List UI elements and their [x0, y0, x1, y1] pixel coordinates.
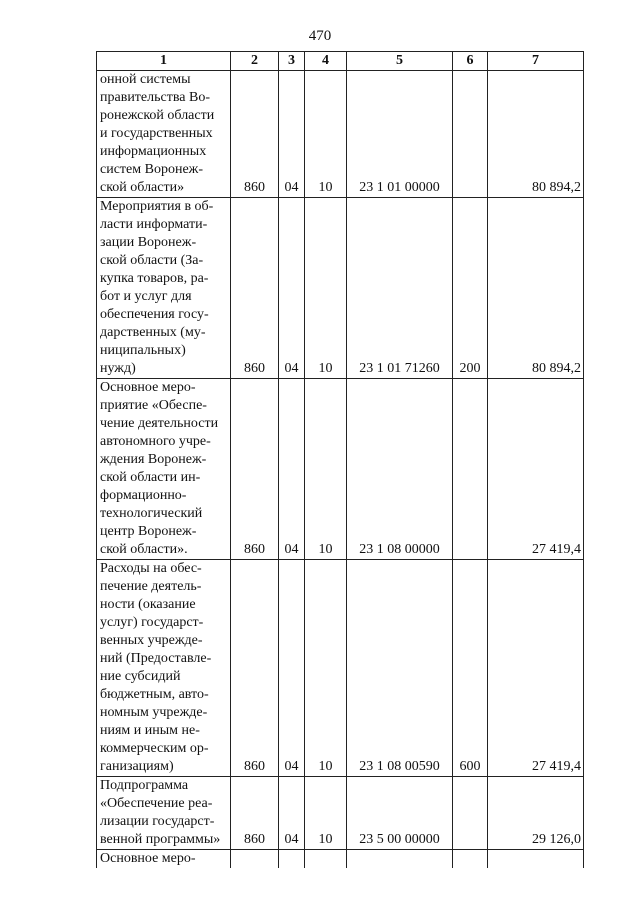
cell-empty	[231, 850, 279, 869]
description-line: ской области ин-	[100, 470, 201, 485]
cell-section: 04	[279, 71, 305, 198]
description-line: лизации государст-	[100, 814, 215, 829]
description-line: приятие «Обеспе-	[100, 398, 207, 413]
cell-expense-type: 600	[453, 560, 488, 777]
description-line: «Обеспечение реа-	[100, 796, 213, 811]
header-col-2: 2	[231, 52, 279, 71]
description-line: дарственных (му-	[100, 325, 206, 340]
cell-expense-type	[453, 71, 488, 198]
table-row	[97, 777, 584, 850]
cell-ministry-code: 860	[231, 198, 279, 379]
cell-empty	[279, 850, 305, 869]
description-line: обеспечения госу-	[100, 307, 209, 322]
description-line: ний (Предоставле-	[100, 651, 212, 666]
page-number: 470	[308, 28, 332, 44]
description-line: ганизациям)	[100, 759, 174, 774]
cell-ministry-code: 860	[231, 777, 279, 850]
cell-section: 04	[279, 198, 305, 379]
cell-section: 04	[279, 379, 305, 560]
description-line: ской области»	[100, 180, 185, 195]
description-line: венной программы»	[100, 832, 221, 847]
header-col-4: 4	[305, 52, 347, 71]
cell-expense-type	[453, 777, 488, 850]
cell-ministry-code: 860	[231, 71, 279, 198]
cell-description	[97, 379, 231, 560]
cell-subsection: 10	[305, 198, 347, 379]
header-col-1: 1	[97, 52, 231, 71]
cell-target-article: 23 1 01 71260	[347, 198, 453, 379]
cell-amount: 80 894,2	[488, 71, 584, 198]
cell-ministry-code: 860	[231, 379, 279, 560]
description-line: ской области».	[100, 542, 188, 557]
header-col-6: 6	[453, 52, 488, 71]
description-line: ской области (За-	[100, 253, 204, 268]
header-col-3: 3	[279, 52, 305, 71]
description-line: ронежской области	[100, 108, 215, 123]
table-row	[97, 71, 584, 198]
description-line: купка товаров, ра-	[100, 271, 209, 286]
description-line: систем Воронеж-	[100, 162, 203, 177]
budget-table	[96, 51, 584, 868]
description-line: ждения Воронеж-	[100, 452, 207, 467]
description-line: услуг) государст-	[100, 615, 204, 630]
description-line: центр Воронеж-	[100, 524, 197, 539]
description-line: бот и услуг для	[100, 289, 192, 304]
description-line: ниям и иным не-	[100, 723, 200, 738]
description-line: информационных	[100, 144, 207, 159]
description-line: венных учрежде-	[100, 633, 203, 648]
description-line: ниципальных)	[100, 343, 186, 358]
cell-description	[97, 198, 231, 379]
table-row	[97, 198, 584, 379]
description-line: коммерческим ор-	[100, 741, 209, 756]
cell-amount: 29 126,0	[488, 777, 584, 850]
cell-description: Основное меро-	[97, 850, 231, 869]
cell-description	[97, 777, 231, 850]
description-line: и государственных	[100, 126, 213, 141]
cell-subsection: 10	[305, 777, 347, 850]
description-line: зации Воронеж-	[100, 235, 197, 250]
description-line: ласти информати-	[100, 217, 208, 232]
table-row	[97, 379, 584, 560]
cell-amount: 27 419,4	[488, 379, 584, 560]
description-line: ности (оказание	[100, 597, 196, 612]
cell-target-article: 23 1 08 00590	[347, 560, 453, 777]
cell-amount: 27 419,4	[488, 560, 584, 777]
description-line: Расходы на обес-	[100, 561, 202, 576]
cell-expense-type	[453, 379, 488, 560]
cell-description	[97, 71, 231, 198]
header-row	[97, 52, 584, 71]
description-line: бюджетным, авто-	[100, 687, 209, 702]
description-line: чение деятельности	[100, 416, 219, 431]
cell-target-article: 23 5 00 00000	[347, 777, 453, 850]
cell-subsection: 10	[305, 560, 347, 777]
description-line: Основное меро-	[100, 380, 196, 395]
description-line: нужд)	[100, 361, 136, 376]
cell-empty	[488, 850, 584, 869]
cell-target-article: 23 1 01 00000	[347, 71, 453, 198]
description-line: печение деятель-	[100, 579, 202, 594]
description-line: онной системы	[100, 72, 191, 87]
cell-amount: 80 894,2	[488, 198, 584, 379]
description-line: правительства Во-	[100, 90, 210, 105]
cell-empty	[347, 850, 453, 869]
table-row-partial	[97, 850, 584, 869]
cell-section: 04	[279, 777, 305, 850]
cell-section: 04	[279, 560, 305, 777]
table-row	[97, 560, 584, 777]
cell-description	[97, 560, 231, 777]
header-col-5: 5	[347, 52, 453, 71]
header-col-7: 7	[488, 52, 584, 71]
description-line: ние субсидий	[100, 669, 181, 684]
cell-empty	[453, 850, 488, 869]
description-line: Подпрограмма	[100, 778, 189, 793]
cell-target-article: 23 1 08 00000	[347, 379, 453, 560]
description-line: номным учрежде-	[100, 705, 208, 720]
cell-subsection: 10	[305, 71, 347, 198]
cell-subsection: 10	[305, 379, 347, 560]
description-line: автономного учре-	[100, 434, 211, 449]
description-line: технологический	[100, 506, 203, 521]
cell-expense-type: 200	[453, 198, 488, 379]
cell-ministry-code: 860	[231, 560, 279, 777]
cell-empty	[305, 850, 347, 869]
description-line: Мероприятия в об-	[100, 199, 214, 214]
description-line: формационно-	[100, 488, 187, 503]
